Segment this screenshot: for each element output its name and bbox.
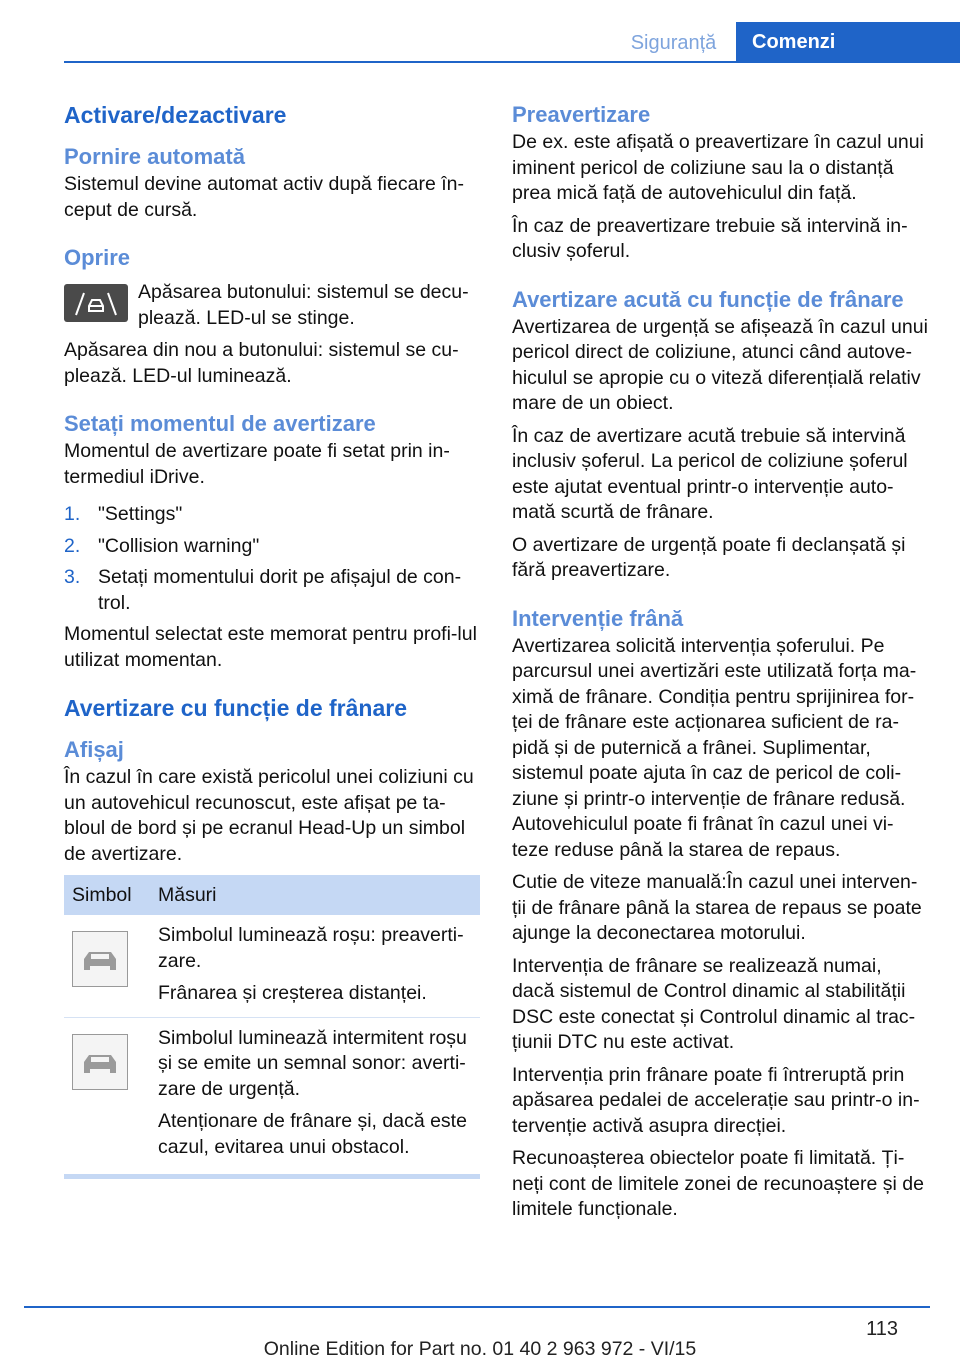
list-item xyxy=(64,565,480,616)
text-acute-3: O avertizare de urgență poate fi declanșată și fără preavertizare. xyxy=(512,533,906,581)
button-description xyxy=(64,280,480,331)
list-item xyxy=(64,502,480,528)
heading-activation: Activare/dezactivare xyxy=(64,102,287,128)
measure-line: Atenționare de frânare și, dacă este cazul, evitarea unui obstacol. xyxy=(158,1110,467,1158)
footer-rule xyxy=(24,1306,930,1308)
measure-line: Frânarea și creșterea distanței. xyxy=(158,982,427,1004)
right-column xyxy=(512,100,928,1223)
table-bottom-rule xyxy=(64,1174,480,1179)
col-symbol-header: Simbol xyxy=(64,875,150,915)
text-bi-4: Intervenția prin frânare poate fi întreruptă prin apăsarea pedalei de accelerație sau printr-o in-tervenție activă asupra direcției. xyxy=(512,1063,920,1137)
text-stop-button: Apăsarea butonului: sistemul se decu-plează. LED-ul se stinge. xyxy=(138,281,469,329)
text-bi-5: Recunoașterea obiectelor poate fi limitată. Ți-neți cont de limitele zonei de recunoaștere și de limitele funcționale. xyxy=(512,1147,924,1220)
text-acute-1: Avertizarea de urgență se afișează în cazul unui pericol direct de coliziune, atunci când autove-hiculul se apropie cu o viteză diferențială relativ mare de un obiect. xyxy=(512,315,928,414)
steps-list xyxy=(64,502,480,616)
step-number: 1. xyxy=(64,503,81,525)
col-measures-header: Măsuri xyxy=(150,875,480,915)
page-number: 113 xyxy=(866,1318,898,1340)
text-display: În cazul în care există pericolul unei coliziuni cu un autovehicul recunoscut, este afișat pe ta-bloul de bord și pe ecranul Head-Up un simbol de avertizare. xyxy=(64,766,474,865)
text-stop-again: Apăsarea din nou a butonului: sistemul se cu-plează. LED-ul luminează. xyxy=(64,339,459,387)
step-text: Setați momentului dorit pe afișajul de con-trol. xyxy=(98,566,462,614)
text-auto-start: Sistemul devine automat activ după fiecare în-ceput de cursă. xyxy=(64,173,464,221)
header-rule xyxy=(64,61,960,63)
header-tab-active: Comenzi xyxy=(736,22,960,63)
symbol-cell xyxy=(64,1017,150,1170)
text-bi-1: Avertizarea solicită intervenția șoferului. Pe parcursul unei avertizări este utilizată forța ma-ximă de frânare. Condiția pentru sprijinirea for-ței de frânare este acționarea suficient de ra-pidă și de puternică a frânei. Suplimentar, sistemul poate ajuta în caz de pericol de coli-ziune și printr-o intervenție de frânare redusă. Autovehiculul poate fi frânat în cazul unei vi-teze reduse până la starea de repaus. xyxy=(512,634,917,861)
text-memorized: Momentul selectat este memorat pentru profi-lul utilizat momentan. xyxy=(64,623,477,671)
collision-warning-button-icon xyxy=(64,284,128,322)
text-prewarning-1: De ex. este afișată o preavertizare în cazul unui iminent pericol de coliziune sau la o distanță prea mică față de autovehiculul din față. xyxy=(512,131,924,204)
table-header-row xyxy=(64,875,480,915)
step-number: 2. xyxy=(64,534,81,557)
car-warning-icon xyxy=(72,931,128,987)
heading-acute: Avertizare acută cu funcție de frânare xyxy=(512,286,904,312)
left-column xyxy=(64,100,480,1179)
table-row xyxy=(64,915,480,1017)
list-item xyxy=(64,534,480,560)
symbol-cell xyxy=(64,915,150,1017)
heading-set-moment: Setați momentul de avertizare xyxy=(64,411,376,436)
heading-brake-intervention: Intervenție frână xyxy=(512,605,684,631)
heading-brake-warning: Avertizare cu funcție de frânare xyxy=(64,695,407,721)
text-prewarning-2: În caz de preavertizare trebuie să intervină in-clusiv șoferul. xyxy=(512,214,908,262)
heading-auto-start: Pornire automată xyxy=(64,144,245,169)
measures-cell xyxy=(150,915,480,1017)
text-acute-2: În caz de avertizare acută trebuie să intervină inclusiv șoferul. La pericol de coliziune șoferul este ajutat eventual printr-o intervenție auto-mată scurtă de frânare. xyxy=(512,424,908,523)
measure-line: Simbolul luminează intermitent roșu și se emite un semnal sonor: averti-zare de urgență. xyxy=(158,1026,467,1100)
measures-cell xyxy=(150,1017,480,1170)
step-text: "Collision warning" xyxy=(98,534,260,557)
heading-display: Afișaj xyxy=(64,737,124,762)
heading-stop: Oprire xyxy=(64,245,131,270)
table-row xyxy=(64,1017,480,1170)
text-bi-3: Intervenția de frânare se realizează numai, dacă sistemul de Control dinamic al stabilității DSC este conectat și Controlul dinamic al trac-țiunii DTC nu este activat. xyxy=(512,954,916,1053)
text-set-moment: Momentul de avertizare poate fi setat prin in-termediul iDrive. xyxy=(64,440,450,488)
step-number: 3. xyxy=(64,566,81,588)
measure-line: Simbolul luminează roșu: preaverti-zare. xyxy=(158,924,464,972)
car-warning-flashing-icon xyxy=(72,1034,128,1090)
heading-prewarning: Preavertizare xyxy=(512,102,651,127)
text-bi-2: Cutie de viteze manuală:În cazul unei interven-ții de frânare până la starea de repaus se poate ajunge la deconectarea motorului. xyxy=(512,871,922,944)
step-text: "Settings" xyxy=(98,503,183,525)
footer-edition: Online Edition for Part no. 01 40 2 963 972 - VI/15 xyxy=(263,1338,697,1360)
header-tab-section: Siguranță xyxy=(630,32,717,54)
symbol-table xyxy=(64,875,480,1170)
